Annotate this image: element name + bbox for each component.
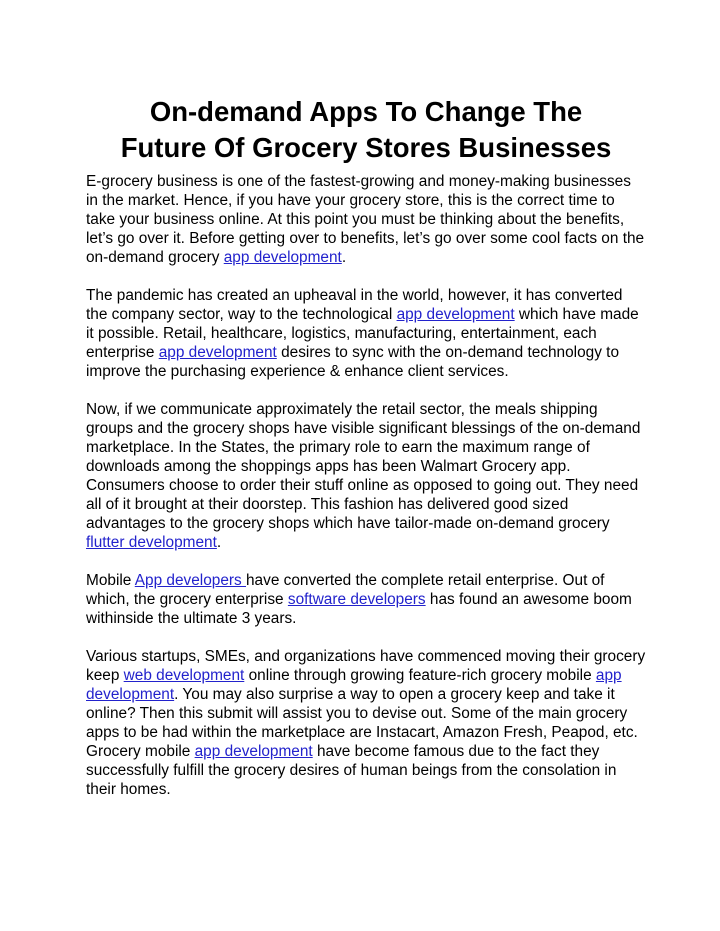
paragraph-text: Now, if we communicate approximately the retail sector, the meals shipping groups and the grocery shops have visible significant blessings of the on-demand marketplace. In the States, the primary role to earn the maximum range of downloads among the shoppings apps has been Walmart Grocery app. Consumers choose to order their stuff online as opposed to going out. They need all of it brought at their doorstep. This fashion has delivered good sized advantages to the grocery shops which have tailor-made on-demand grocery (86, 401, 641, 532)
paragraph-text: The pandemic has created an upheaval in the world, however, it has converted the company sector, way to the technological (86, 287, 623, 323)
paragraph-text: Various startups, SMEs, and organizations have commenced moving their grocery keep (86, 648, 646, 684)
paragraph-3 (86, 400, 646, 552)
flutter-development-link[interactable]: flutter development (86, 534, 217, 551)
paragraph-2 (86, 286, 646, 381)
software-developers-link[interactable]: software developers (287, 591, 426, 608)
app-development-link[interactable]: app development (158, 344, 277, 361)
app-development-link[interactable]: app development (86, 667, 622, 703)
app-development-link[interactable]: app development (194, 743, 313, 760)
paragraph-text: have converted the complete retail enterprise. Out of which, the grocery enterprise (86, 572, 605, 608)
paragraph-text: . (341, 249, 347, 266)
title-line-1: On-demand Apps To Change The (149, 96, 583, 127)
app-development-link[interactable]: app development (223, 249, 342, 266)
paragraph-4 (86, 571, 646, 628)
paragraph-text: online through growing feature-rich grocery mobile (244, 667, 596, 684)
title-line-2: Future Of Grocery Stores Businesses (120, 132, 612, 163)
app-development-link[interactable]: app development (396, 306, 515, 323)
paragraph-text: . (216, 534, 222, 551)
document-title (86, 94, 646, 166)
paragraph-1 (86, 172, 646, 267)
document-page (86, 94, 646, 818)
paragraph-text: . You may also surprise a way to open a grocery keep and take it online? Then this submit will assist you to devise out. Some of the main grocery apps to be had within the marketplace are Instacart, Amazon Fresh, Peapod, etc. Grocery mobile (86, 686, 638, 760)
paragraph-text: which have made it possible. Retail, healthcare, logistics, manufacturing, entertainment, each enterprise (86, 306, 639, 361)
paragraph-text: desires to sync with the on-demand technology to improve the purchasing experience & enhance client services. (86, 344, 620, 380)
paragraph-5 (86, 647, 646, 799)
app-developers-link[interactable]: App developers (134, 572, 246, 589)
paragraph-text: have become famous due to the fact they successfully fulfill the grocery desires of human beings from the consolation in their homes. (86, 743, 617, 798)
paragraph-text: E-grocery business is one of the fastest-growing and money-making businesses in the market. Hence, if you have your grocery store, this is the correct time to take your business online. At this point you must be thinking about the benefits, let’s go over it. Before getting over to benefits, let’s go over some cool facts on the on-demand grocery (86, 173, 645, 266)
paragraph-text: Mobile (86, 572, 135, 589)
paragraph-text: has found an awesome boom withinside the ultimate 3 years. (86, 591, 632, 627)
web-development-link[interactable]: web development (123, 667, 245, 684)
